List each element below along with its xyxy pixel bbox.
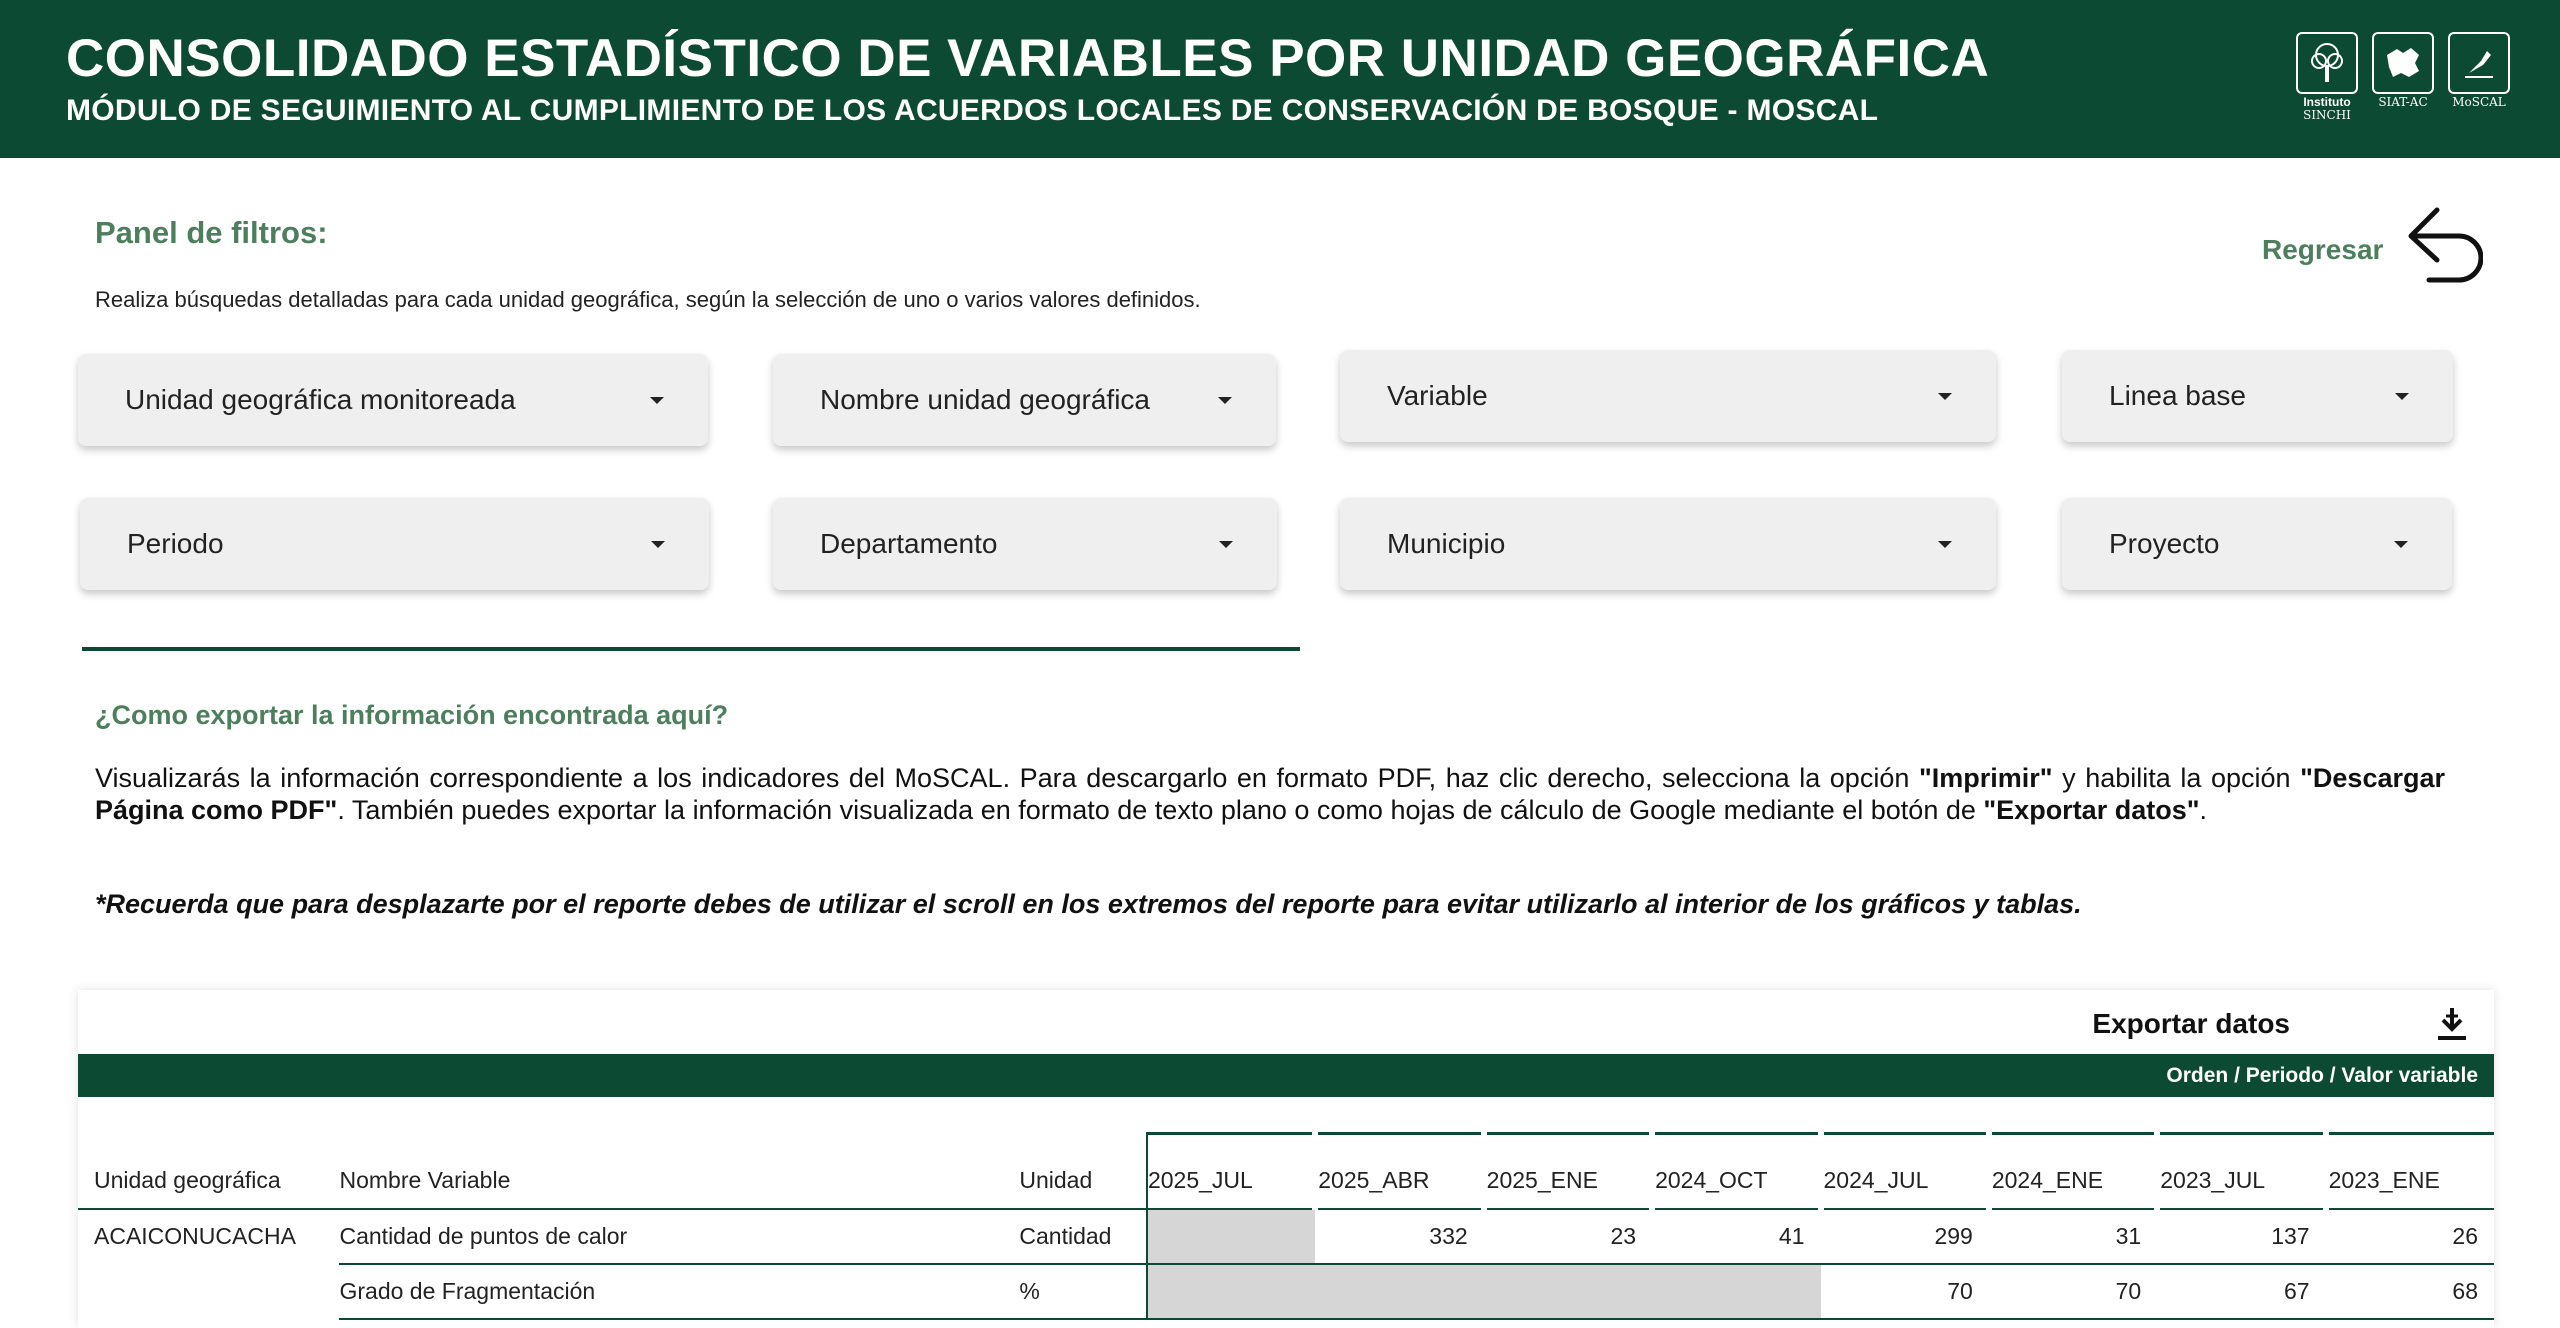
dropdown-label: Nombre unidad geográfica [820, 384, 1150, 415]
logo-siat-ac [2372, 32, 2434, 122]
cell-value [1147, 1264, 1315, 1319]
cell-value: 68 [2326, 1264, 2494, 1319]
dropdown-label: Linea base [2109, 380, 2247, 411]
data-table-panel [78, 990, 2494, 1328]
cell-unit: ACAICONUCACHA [94, 1223, 296, 1249]
filters-title: Panel de filtros: [95, 215, 328, 250]
table-row [78, 1264, 2494, 1319]
logo-siat-text: SIAT-AC [2378, 95, 2428, 109]
filter-departamento[interactable] [773, 498, 1277, 590]
caret-down-icon [2394, 541, 2408, 548]
scroll-note: *Recuerda que para desplazarte por el reporte debes de utilizar el scroll en los extremos del reporte para evitar utilizarlo al interior de los gráficos y tablas. [95, 889, 2082, 919]
cell-unidad: % [1019, 1264, 1147, 1319]
app-header [0, 0, 2560, 158]
logo-sinchi [2296, 32, 2358, 122]
filters-description: Realiza búsquedas detalladas para cada unidad geográfica, según la selección de uno o varios valores definidos. [95, 287, 1201, 312]
filter-linea-base[interactable] [2062, 350, 2453, 442]
page-subtitle: MÓDULO DE SEGUIMIENTO AL CUMPLIMIENTO DE LOS ACUERDOS LOCALES DE CONSERVACIÓN DE BOSQUE - MOSCAL [66, 94, 1879, 127]
caret-down-icon [2395, 393, 2409, 400]
export-data-button[interactable] [2092, 1004, 2472, 1044]
table-bar-label: Orden / Periodo / Valor variable [2166, 1063, 2478, 1087]
filter-nombre-unidad[interactable] [773, 354, 1276, 446]
logo-moscal-text: MoSCAL [2452, 95, 2506, 109]
filter-variable[interactable] [1340, 350, 1996, 442]
cell-value: 26 [2326, 1209, 2494, 1264]
cell-unidad: Cantidad [1019, 1209, 1147, 1264]
cell-value: 70 [1989, 1264, 2157, 1319]
cell-value [1147, 1209, 1315, 1264]
export-data-label: Exportar datos [2092, 1008, 2290, 1039]
dropdown-label: Departamento [820, 528, 998, 559]
dropdown-label: Proyecto [2109, 528, 2220, 559]
col-header[interactable]: Unidad [1019, 1134, 1147, 1209]
caret-down-icon [1938, 541, 1952, 548]
col-header-period[interactable]: 2023_ENE [2326, 1134, 2494, 1209]
filter-municipio[interactable] [1340, 498, 1996, 590]
col-header-period[interactable]: 2025_ENE [1484, 1134, 1652, 1209]
cell-value: 41 [1652, 1209, 1820, 1264]
cell-value: 299 [1821, 1209, 1989, 1264]
back-button[interactable] [2262, 200, 2483, 300]
col-header-period[interactable]: 2024_JUL [1821, 1134, 1989, 1209]
table-header-row [78, 1134, 2494, 1209]
filter-unidad-geografica[interactable] [78, 354, 708, 446]
cell-value: 70 [1821, 1264, 1989, 1319]
col-header-period[interactable]: 2023_JUL [2157, 1134, 2325, 1209]
col-header-period[interactable]: 2024_OCT [1652, 1134, 1820, 1209]
cell-value [1315, 1264, 1483, 1319]
caret-down-icon [1218, 397, 1232, 404]
cell-value [1652, 1264, 1820, 1319]
caret-down-icon [1219, 541, 1233, 548]
back-label: Regresar [2262, 234, 2384, 265]
caret-down-icon [651, 541, 665, 548]
tree-icon [2296, 32, 2358, 94]
logo-moscal [2448, 32, 2510, 122]
col-header-period[interactable]: 2025_JUL [1147, 1134, 1315, 1209]
cell-value: 67 [2157, 1264, 2325, 1319]
cell-unit [78, 1264, 339, 1319]
caret-down-icon [650, 397, 664, 404]
page-title: CONSOLIDADO ESTADÍSTICO DE VARIABLES POR UNIDAD GEOGRÁFICA [66, 29, 1990, 88]
cell-value [1484, 1264, 1652, 1319]
export-help-title: ¿Como exportar la información encontrada aquí? [95, 700, 729, 730]
table-row [78, 1209, 2494, 1264]
undo-icon [2403, 200, 2483, 300]
cell-value: 31 [1989, 1209, 2157, 1264]
export-help-text: Visualizarás la información correspondiente a los indicadores del MoSCAL. Para descargarlo en formato PDF, haz clic derecho, selecciona la opción "Imprimir" y habilita la opción "Descargar Página como PDF". También puedes exportar la información visualizada en formato de texto plano o como hojas de cálculo de Google mediante el botón de "Exportar datos". [95, 763, 2445, 825]
cell-value: 332 [1315, 1209, 1483, 1264]
dropdown-label: Periodo [127, 528, 224, 559]
col-header-period[interactable]: 2025_ABR [1315, 1134, 1483, 1209]
col-header-period[interactable]: 2024_ENE [1989, 1134, 2157, 1209]
download-icon [2432, 1004, 2472, 1044]
dropdown-label: Unidad geográfica monitoreada [125, 384, 516, 415]
filter-periodo[interactable] [80, 498, 709, 590]
cell-variable: Cantidad de puntos de calor [339, 1209, 1019, 1264]
col-header[interactable]: Nombre Variable [339, 1134, 1019, 1209]
map-icon [2372, 32, 2434, 94]
moscal-icon [2448, 32, 2510, 94]
table-header-bar [78, 1054, 2494, 1097]
data-table [78, 1132, 2494, 1320]
filter-proyecto[interactable] [2062, 498, 2452, 590]
cell-value: 23 [1484, 1209, 1652, 1264]
caret-down-icon [1938, 393, 1952, 400]
col-header[interactable]: Unidad geográfica [78, 1134, 339, 1209]
dropdown-label: Municipio [1387, 528, 1506, 559]
cell-value: 137 [2157, 1209, 2325, 1264]
dropdown-label: Variable [1387, 380, 1488, 411]
logos [2296, 32, 2510, 122]
section-divider [82, 647, 1300, 651]
logo-sinchi-text: Instituto SINCHI [2303, 95, 2351, 122]
cell-variable: Grado de Fragmentación [339, 1264, 1019, 1319]
